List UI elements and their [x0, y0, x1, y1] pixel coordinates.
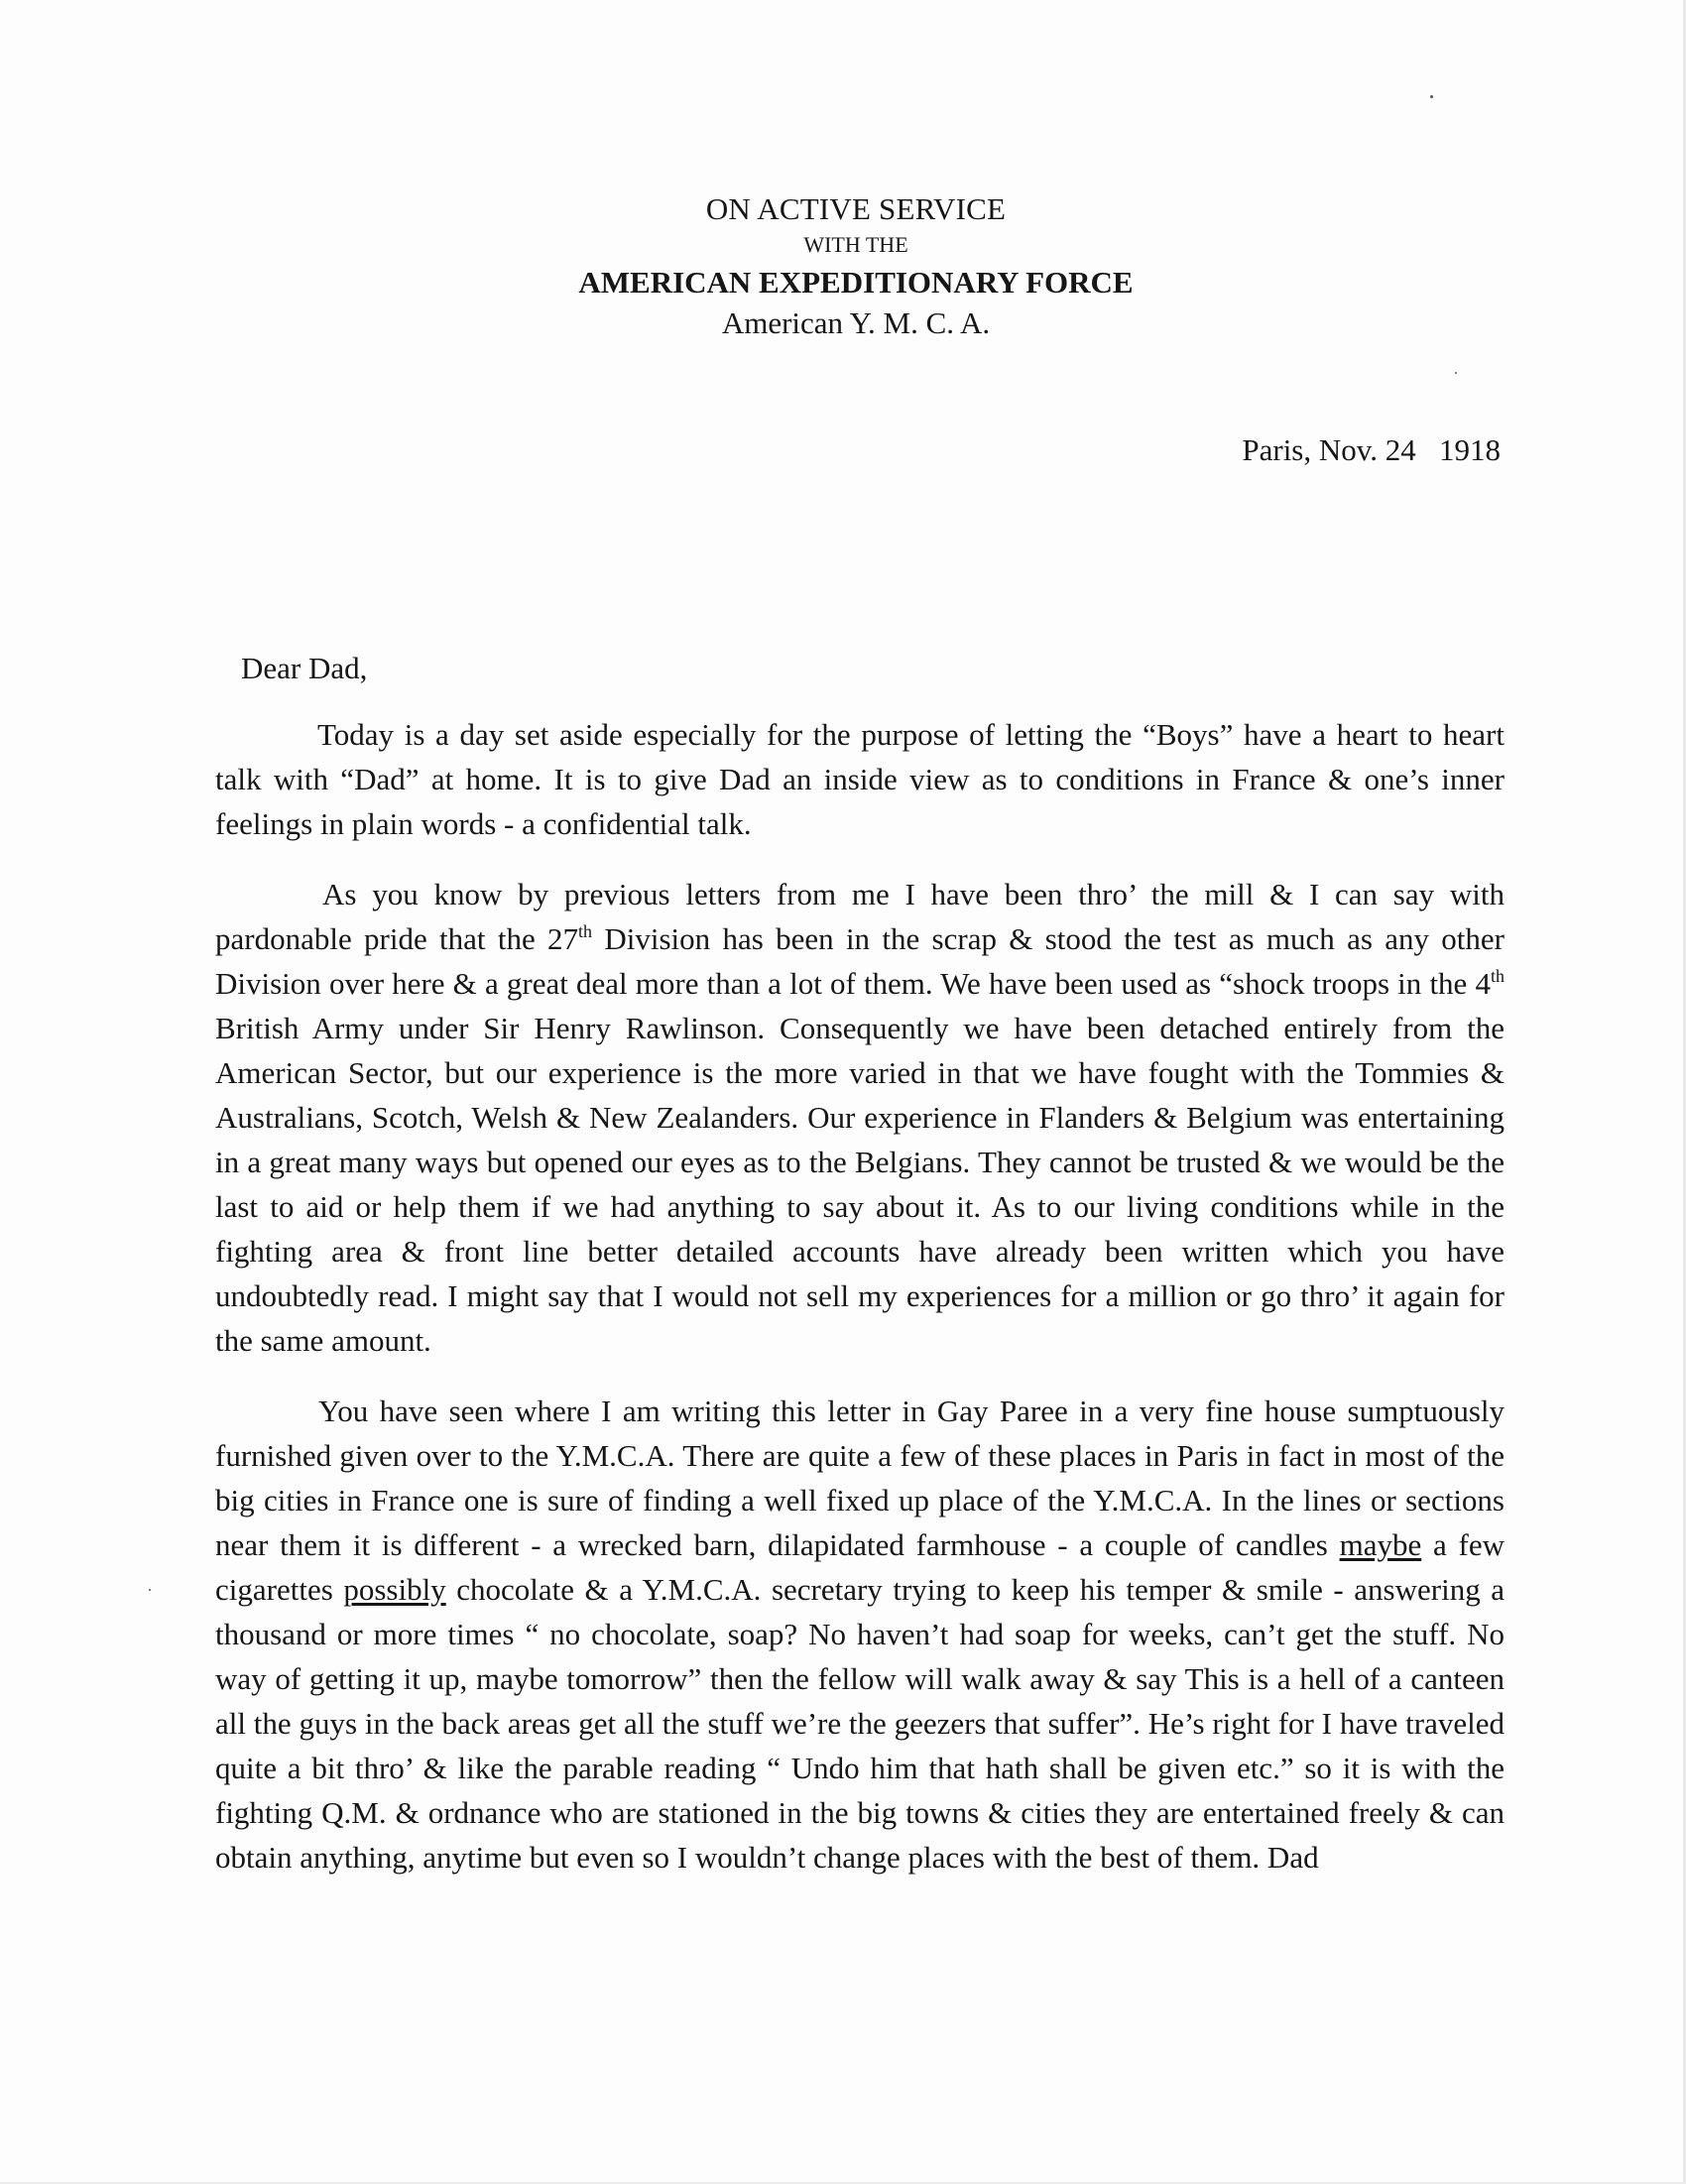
paragraph-3	[215, 1389, 1505, 1880]
paragraph-2	[215, 872, 1505, 1363]
paragraph-3-text-b: a few cigarettes	[215, 1527, 1505, 1607]
paragraph-3-text-a: You have seen where I am writing this letter in Gay Paree in a very fine house sumptuously furnished given over to the Y.M.C.A. There are quite a few of these places in Paris in fact in most of the big cities in France one is sure of finding a well fixed up place of the Y.M.C.A. In the lines or sections near them it is different - a wrecked barn, dilapidated farmhouse - a couple of candles	[215, 1394, 1505, 1562]
paragraph-2-text-a: As you know by previous letters from me I have been thro’ the mill & I can say with pardonable pride that the 27	[215, 877, 1505, 956]
letterhead-with-the: WITH THE	[803, 232, 908, 257]
paragraph-2-text-b: Division has been in the scrap & stood the test as much as any other Division over here & a great deal more than a lot of them. We have been used as “shock troops in the 4	[215, 921, 1505, 1001]
ordinal-suffix: th	[578, 921, 593, 941]
scan-speck	[1430, 95, 1433, 98]
ordinal-suffix: th	[1490, 966, 1505, 986]
paragraph-1: Today is a day set aside especially for the purpose of letting the “Boys” have a heart to heart talk with “Dad” at home. It is to give Dad an inside view as to conditions in France & one’s inner feelings in plain words - a confidential talk.	[215, 717, 1505, 841]
underlined-word: possibly	[343, 1572, 446, 1607]
dateline: Paris, Nov. 24 1918	[1242, 432, 1501, 467]
letter-body	[215, 712, 1505, 1905]
letterhead-active-service: ON ACTIVE SERVICE	[705, 191, 1007, 226]
underlined-word: maybe	[1339, 1527, 1422, 1562]
scan-speck	[149, 1589, 151, 1591]
paragraph-3-text-c: chocolate & a Y.M.C.A. secretary trying to keep his temper & smile - answering a thousand or more times “ no chocolate, soap? No haven’t had soap for weeks, can’t get the stuff. No way of getting it up, maybe tomorrow” then the fellow will walk away & say This is a hell of a canteen all the guys in the back areas get all the stuff we’re the geezers that suffer”. He’s right for I have traveled quite a bit thro’ & like the parable reading “ Undo him that hath shall be given etc.” so it is with the fighting Q.M. & ordnance who are stationed in the big towns & cities they are entertained freely & can obtain anything, anytime but even so I wouldn’t change places with the best of them. Dad	[215, 1572, 1505, 1875]
letterhead	[0, 190, 1686, 343]
scan-speck	[1455, 372, 1457, 374]
letterhead-ymca: American Y. M. C. A.	[721, 305, 991, 340]
paragraph-2-text-c: British Army under Sir Henry Rawlinson. Consequently we have been detached entirely from the American Sector, but our experience is the more varied in that we have fought with the Tommies & Australians, Scotch, Welsh & New Zealanders. Our experience in Flanders & Belgium was entertaining in a great many ways but opened our eyes as to the Belgians. They cannot be trusted & we would be the last to aid or help them if we had anything to say about it. As to our living conditions while in the fighting area & front line better detailed accounts have already been written which you have undoubtedly read. I might say that I would not sell my experiences for a million or go thro’ it again for the same amount.	[215, 1011, 1505, 1358]
letterhead-aef: AMERICAN EXPEDITIONARY FORCE	[578, 265, 1134, 300]
salutation: Dear Dad,	[241, 651, 368, 685]
